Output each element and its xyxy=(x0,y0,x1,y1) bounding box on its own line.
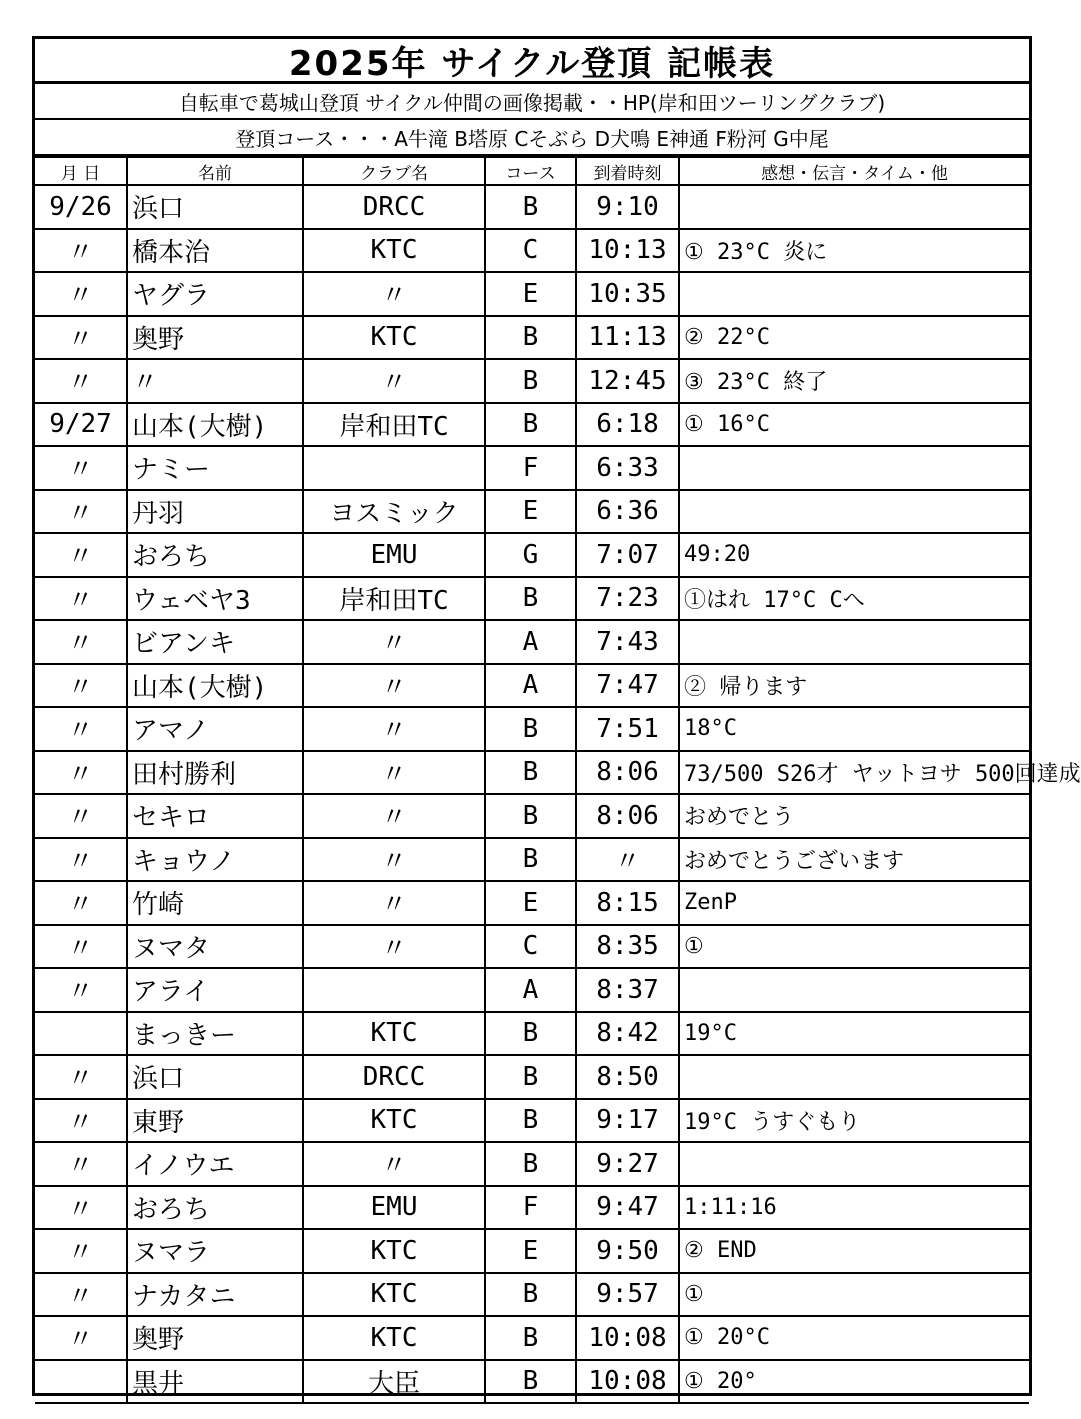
note-cell: 73/500 S26才 ヤットヨサ 500回達成 xyxy=(679,751,1029,795)
name-cell: キョウノ xyxy=(127,838,303,882)
name-cell: 〃 xyxy=(127,359,303,403)
table-row xyxy=(35,229,1029,273)
arrival-cell: 8:15 xyxy=(576,881,679,925)
club-cell: 〃 xyxy=(303,707,485,751)
club-cell: 〃 xyxy=(303,925,485,969)
note-cell xyxy=(679,1142,1029,1186)
note-cell: 18°C xyxy=(679,707,1029,751)
course-cell: B xyxy=(485,1099,576,1143)
date-cell: 〃 xyxy=(35,794,127,838)
header-club: クラブ名 xyxy=(303,157,485,185)
course-cell: B xyxy=(485,751,576,795)
date-cell: 〃 xyxy=(35,1229,127,1273)
note-cell xyxy=(679,185,1029,229)
table-row xyxy=(35,490,1029,534)
arrival-cell: 8:35 xyxy=(576,925,679,969)
name-cell: ヌマラ xyxy=(127,1229,303,1273)
header-notes: 感想・伝言・タイム・他 xyxy=(679,157,1029,185)
arrival-cell: 12:45 xyxy=(576,359,679,403)
date-cell: 〃 xyxy=(35,707,127,751)
club-cell: 〃 xyxy=(303,620,485,664)
note-cell xyxy=(679,272,1029,316)
club-cell xyxy=(303,968,485,1012)
table-row xyxy=(35,533,1029,577)
date-cell: 〃 xyxy=(35,446,127,490)
name-cell: 竹崎 xyxy=(127,881,303,925)
course-cell: B xyxy=(485,185,576,229)
date-cell: 〃 xyxy=(35,1142,127,1186)
arrival-cell: 11:13 xyxy=(576,316,679,360)
club-cell: KTC xyxy=(303,316,485,360)
date-cell: 〃 xyxy=(35,359,127,403)
note-cell xyxy=(679,446,1029,490)
course-cell: B xyxy=(485,1316,576,1360)
club-cell: KTC xyxy=(303,1099,485,1143)
arrival-cell: 〃 xyxy=(576,838,679,882)
name-cell: ヤグラ xyxy=(127,272,303,316)
club-cell: 岸和田TC xyxy=(303,577,485,621)
table-row xyxy=(35,1142,1029,1186)
course-cell: B xyxy=(485,838,576,882)
course-cell: C xyxy=(485,925,576,969)
note-cell: ① 20°C xyxy=(679,1316,1029,1360)
note-cell: ① xyxy=(679,925,1029,969)
note-cell xyxy=(679,620,1029,664)
club-cell: 〃 xyxy=(303,664,485,708)
table-row xyxy=(35,1316,1029,1360)
arrival-cell: 7:47 xyxy=(576,664,679,708)
date-cell: 〃 xyxy=(35,316,127,360)
name-cell: 浜口 xyxy=(127,185,303,229)
table-row xyxy=(35,577,1029,621)
name-cell: アライ xyxy=(127,968,303,1012)
name-cell: ヌマタ xyxy=(127,925,303,969)
name-cell: ビアンキ xyxy=(127,620,303,664)
arrival-cell: 9:17 xyxy=(576,1099,679,1143)
course-cell: A xyxy=(485,968,576,1012)
table-row xyxy=(35,1360,1029,1404)
table-row xyxy=(35,794,1029,838)
arrival-cell: 6:33 xyxy=(576,446,679,490)
date-cell: 〃 xyxy=(35,1099,127,1143)
note-cell: ③ 23°C 終了 xyxy=(679,359,1029,403)
course-cell: B xyxy=(485,359,576,403)
note-cell: ② 帰ります xyxy=(679,664,1029,708)
date-cell: 〃 xyxy=(35,272,127,316)
table-row xyxy=(35,881,1029,925)
log-body xyxy=(35,185,1081,1403)
club-cell: KTC xyxy=(303,1012,485,1056)
arrival-cell: 9:27 xyxy=(576,1142,679,1186)
club-cell xyxy=(303,446,485,490)
club-cell: DRCC xyxy=(303,1055,485,1099)
club-cell: 〃 xyxy=(303,794,485,838)
date-cell xyxy=(35,1012,127,1056)
date-cell: 〃 xyxy=(35,1273,127,1317)
course-cell: C xyxy=(485,229,576,273)
note-cell: おめでとうございます xyxy=(679,838,1029,882)
note-cell: 1:11:16 xyxy=(679,1186,1029,1230)
course-cell: B xyxy=(485,1055,576,1099)
date-cell: 〃 xyxy=(35,533,127,577)
note-cell: ① xyxy=(679,1273,1029,1317)
note-cell: ① 20° xyxy=(679,1360,1029,1404)
club-cell: 〃 xyxy=(303,881,485,925)
arrival-cell: 8:37 xyxy=(576,968,679,1012)
course-cell: G xyxy=(485,533,576,577)
course-legend: 登頂コース・・・A牛滝 B塔原 Cそぶら D犬鳴 E神通 F粉河 G中尾 xyxy=(35,120,1029,156)
table-row xyxy=(35,359,1029,403)
table-row xyxy=(35,1099,1029,1143)
date-cell: 〃 xyxy=(35,968,127,1012)
header-name: 名前 xyxy=(127,157,303,185)
course-cell: E xyxy=(485,272,576,316)
name-cell: ウェベヤ3 xyxy=(127,577,303,621)
club-cell: 大臣 xyxy=(303,1360,485,1404)
course-cell: E xyxy=(485,1229,576,1273)
table-row xyxy=(35,1186,1029,1230)
header-row xyxy=(35,157,1029,185)
course-cell: B xyxy=(485,577,576,621)
table-row xyxy=(35,707,1029,751)
club-cell: KTC xyxy=(303,229,485,273)
name-cell: 丹羽 xyxy=(127,490,303,534)
name-cell: 東野 xyxy=(127,1099,303,1143)
note-cell xyxy=(679,968,1029,1012)
sheet-subtitle: 自転車で葛城山登頂 サイクル仲間の画像掲載・・HP(岸和田ツーリングクラブ) xyxy=(35,84,1029,120)
club-cell: 〃 xyxy=(303,359,485,403)
course-cell: F xyxy=(485,1186,576,1230)
course-cell: A xyxy=(485,664,576,708)
note-cell xyxy=(679,1055,1029,1099)
arrival-cell: 10:35 xyxy=(576,272,679,316)
club-cell: KTC xyxy=(303,1229,485,1273)
note-cell: ① 16°C xyxy=(679,403,1029,447)
table-row xyxy=(35,664,1029,708)
date-cell: 〃 xyxy=(35,1186,127,1230)
table-row xyxy=(35,1229,1029,1273)
header-arrival: 到着時刻 xyxy=(576,157,679,185)
date-cell: 〃 xyxy=(35,925,127,969)
note-cell: ② 22°C xyxy=(679,316,1029,360)
note-cell: ZenP xyxy=(679,881,1029,925)
table-row xyxy=(35,838,1029,882)
arrival-cell: 9:47 xyxy=(576,1186,679,1230)
course-cell: A xyxy=(485,620,576,664)
course-cell: B xyxy=(485,1360,576,1404)
sheet-title: 2025年 サイクル登頂 記帳表 xyxy=(35,39,1029,84)
date-cell: 9/27 xyxy=(35,403,127,447)
name-cell: ナミー xyxy=(127,446,303,490)
note-cell: 19°C うすぐもり xyxy=(679,1099,1029,1143)
date-cell: 〃 xyxy=(35,620,127,664)
arrival-cell: 9:57 xyxy=(576,1273,679,1317)
name-cell: イノウエ xyxy=(127,1142,303,1186)
note-cell: おめでとう xyxy=(679,794,1029,838)
date-cell: 〃 xyxy=(35,490,127,534)
club-cell: KTC xyxy=(303,1316,485,1360)
table-row xyxy=(35,446,1029,490)
course-cell: B xyxy=(485,794,576,838)
name-cell: まっきー xyxy=(127,1012,303,1056)
arrival-cell: 6:18 xyxy=(576,403,679,447)
name-cell: おろち xyxy=(127,1186,303,1230)
arrival-cell: 8:06 xyxy=(576,751,679,795)
table-row xyxy=(35,403,1029,447)
date-cell: 〃 xyxy=(35,838,127,882)
date-cell: 〃 xyxy=(35,1055,127,1099)
club-cell: 〃 xyxy=(303,272,485,316)
arrival-cell: 7:23 xyxy=(576,577,679,621)
table-row xyxy=(35,968,1029,1012)
date-cell: 9/26 xyxy=(35,185,127,229)
course-cell: B xyxy=(485,403,576,447)
name-cell: セキロ xyxy=(127,794,303,838)
course-cell: E xyxy=(485,881,576,925)
date-cell: 〃 xyxy=(35,664,127,708)
club-cell: 〃 xyxy=(303,751,485,795)
log-sheet xyxy=(32,36,1081,1399)
club-cell: ヨスミック xyxy=(303,490,485,534)
date-cell xyxy=(35,1360,127,1404)
course-cell: B xyxy=(485,707,576,751)
note-cell: ①はれ 17°C Cへ xyxy=(679,577,1029,621)
name-cell: 奥野 xyxy=(127,316,303,360)
date-cell: 〃 xyxy=(35,577,127,621)
name-cell: 浜口 xyxy=(127,1055,303,1099)
course-cell: B xyxy=(485,316,576,360)
table-row xyxy=(35,925,1029,969)
note-cell: 19°C xyxy=(679,1012,1029,1056)
note-cell: ② END xyxy=(679,1229,1029,1273)
arrival-cell: 9:50 xyxy=(576,1229,679,1273)
name-cell: 黒井 xyxy=(127,1360,303,1404)
table-row xyxy=(35,185,1029,229)
date-cell: 〃 xyxy=(35,881,127,925)
course-cell: B xyxy=(485,1142,576,1186)
club-cell: 岸和田TC xyxy=(303,403,485,447)
date-cell: 〃 xyxy=(35,751,127,795)
date-cell: 〃 xyxy=(35,229,127,273)
name-cell: 橋本治 xyxy=(127,229,303,273)
arrival-cell: 10:08 xyxy=(576,1316,679,1360)
arrival-cell: 10:08 xyxy=(576,1360,679,1404)
course-cell: B xyxy=(485,1273,576,1317)
table-row xyxy=(35,620,1029,664)
arrival-cell: 10:13 xyxy=(576,229,679,273)
name-cell: アマノ xyxy=(127,707,303,751)
arrival-cell: 8:50 xyxy=(576,1055,679,1099)
arrival-cell: 7:43 xyxy=(576,620,679,664)
table-row xyxy=(35,316,1029,360)
table-row xyxy=(35,272,1029,316)
name-cell: 田村勝利 xyxy=(127,751,303,795)
note-cell: ① 23°C 炎に xyxy=(679,229,1029,273)
name-cell: 山本(大樹) xyxy=(127,403,303,447)
club-cell: 〃 xyxy=(303,838,485,882)
arrival-cell: 6:36 xyxy=(576,490,679,534)
note-cell: 49:20 xyxy=(679,533,1029,577)
club-cell: EMU xyxy=(303,1186,485,1230)
arrival-cell: 9:10 xyxy=(576,185,679,229)
name-cell: 奥野 xyxy=(127,1316,303,1360)
club-cell: 〃 xyxy=(303,1142,485,1186)
arrival-cell: 7:51 xyxy=(576,707,679,751)
table-row xyxy=(35,751,1029,795)
club-cell: DRCC xyxy=(303,185,485,229)
log-table xyxy=(35,156,1081,1404)
name-cell: ナカタニ xyxy=(127,1273,303,1317)
table-row xyxy=(35,1012,1029,1056)
club-cell: KTC xyxy=(303,1273,485,1317)
arrival-cell: 8:42 xyxy=(576,1012,679,1056)
note-cell xyxy=(679,490,1029,534)
name-cell: 山本(大樹) xyxy=(127,664,303,708)
course-cell: B xyxy=(485,1012,576,1056)
course-cell: E xyxy=(485,490,576,534)
table-row xyxy=(35,1273,1029,1317)
arrival-cell: 8:06 xyxy=(576,794,679,838)
course-cell: F xyxy=(485,446,576,490)
arrival-cell: 7:07 xyxy=(576,533,679,577)
header-course: コース xyxy=(485,157,576,185)
table-row xyxy=(35,1055,1029,1099)
name-cell: おろち xyxy=(127,533,303,577)
club-cell: EMU xyxy=(303,533,485,577)
date-cell: 〃 xyxy=(35,1316,127,1360)
header-date: 月 日 xyxy=(35,157,127,185)
